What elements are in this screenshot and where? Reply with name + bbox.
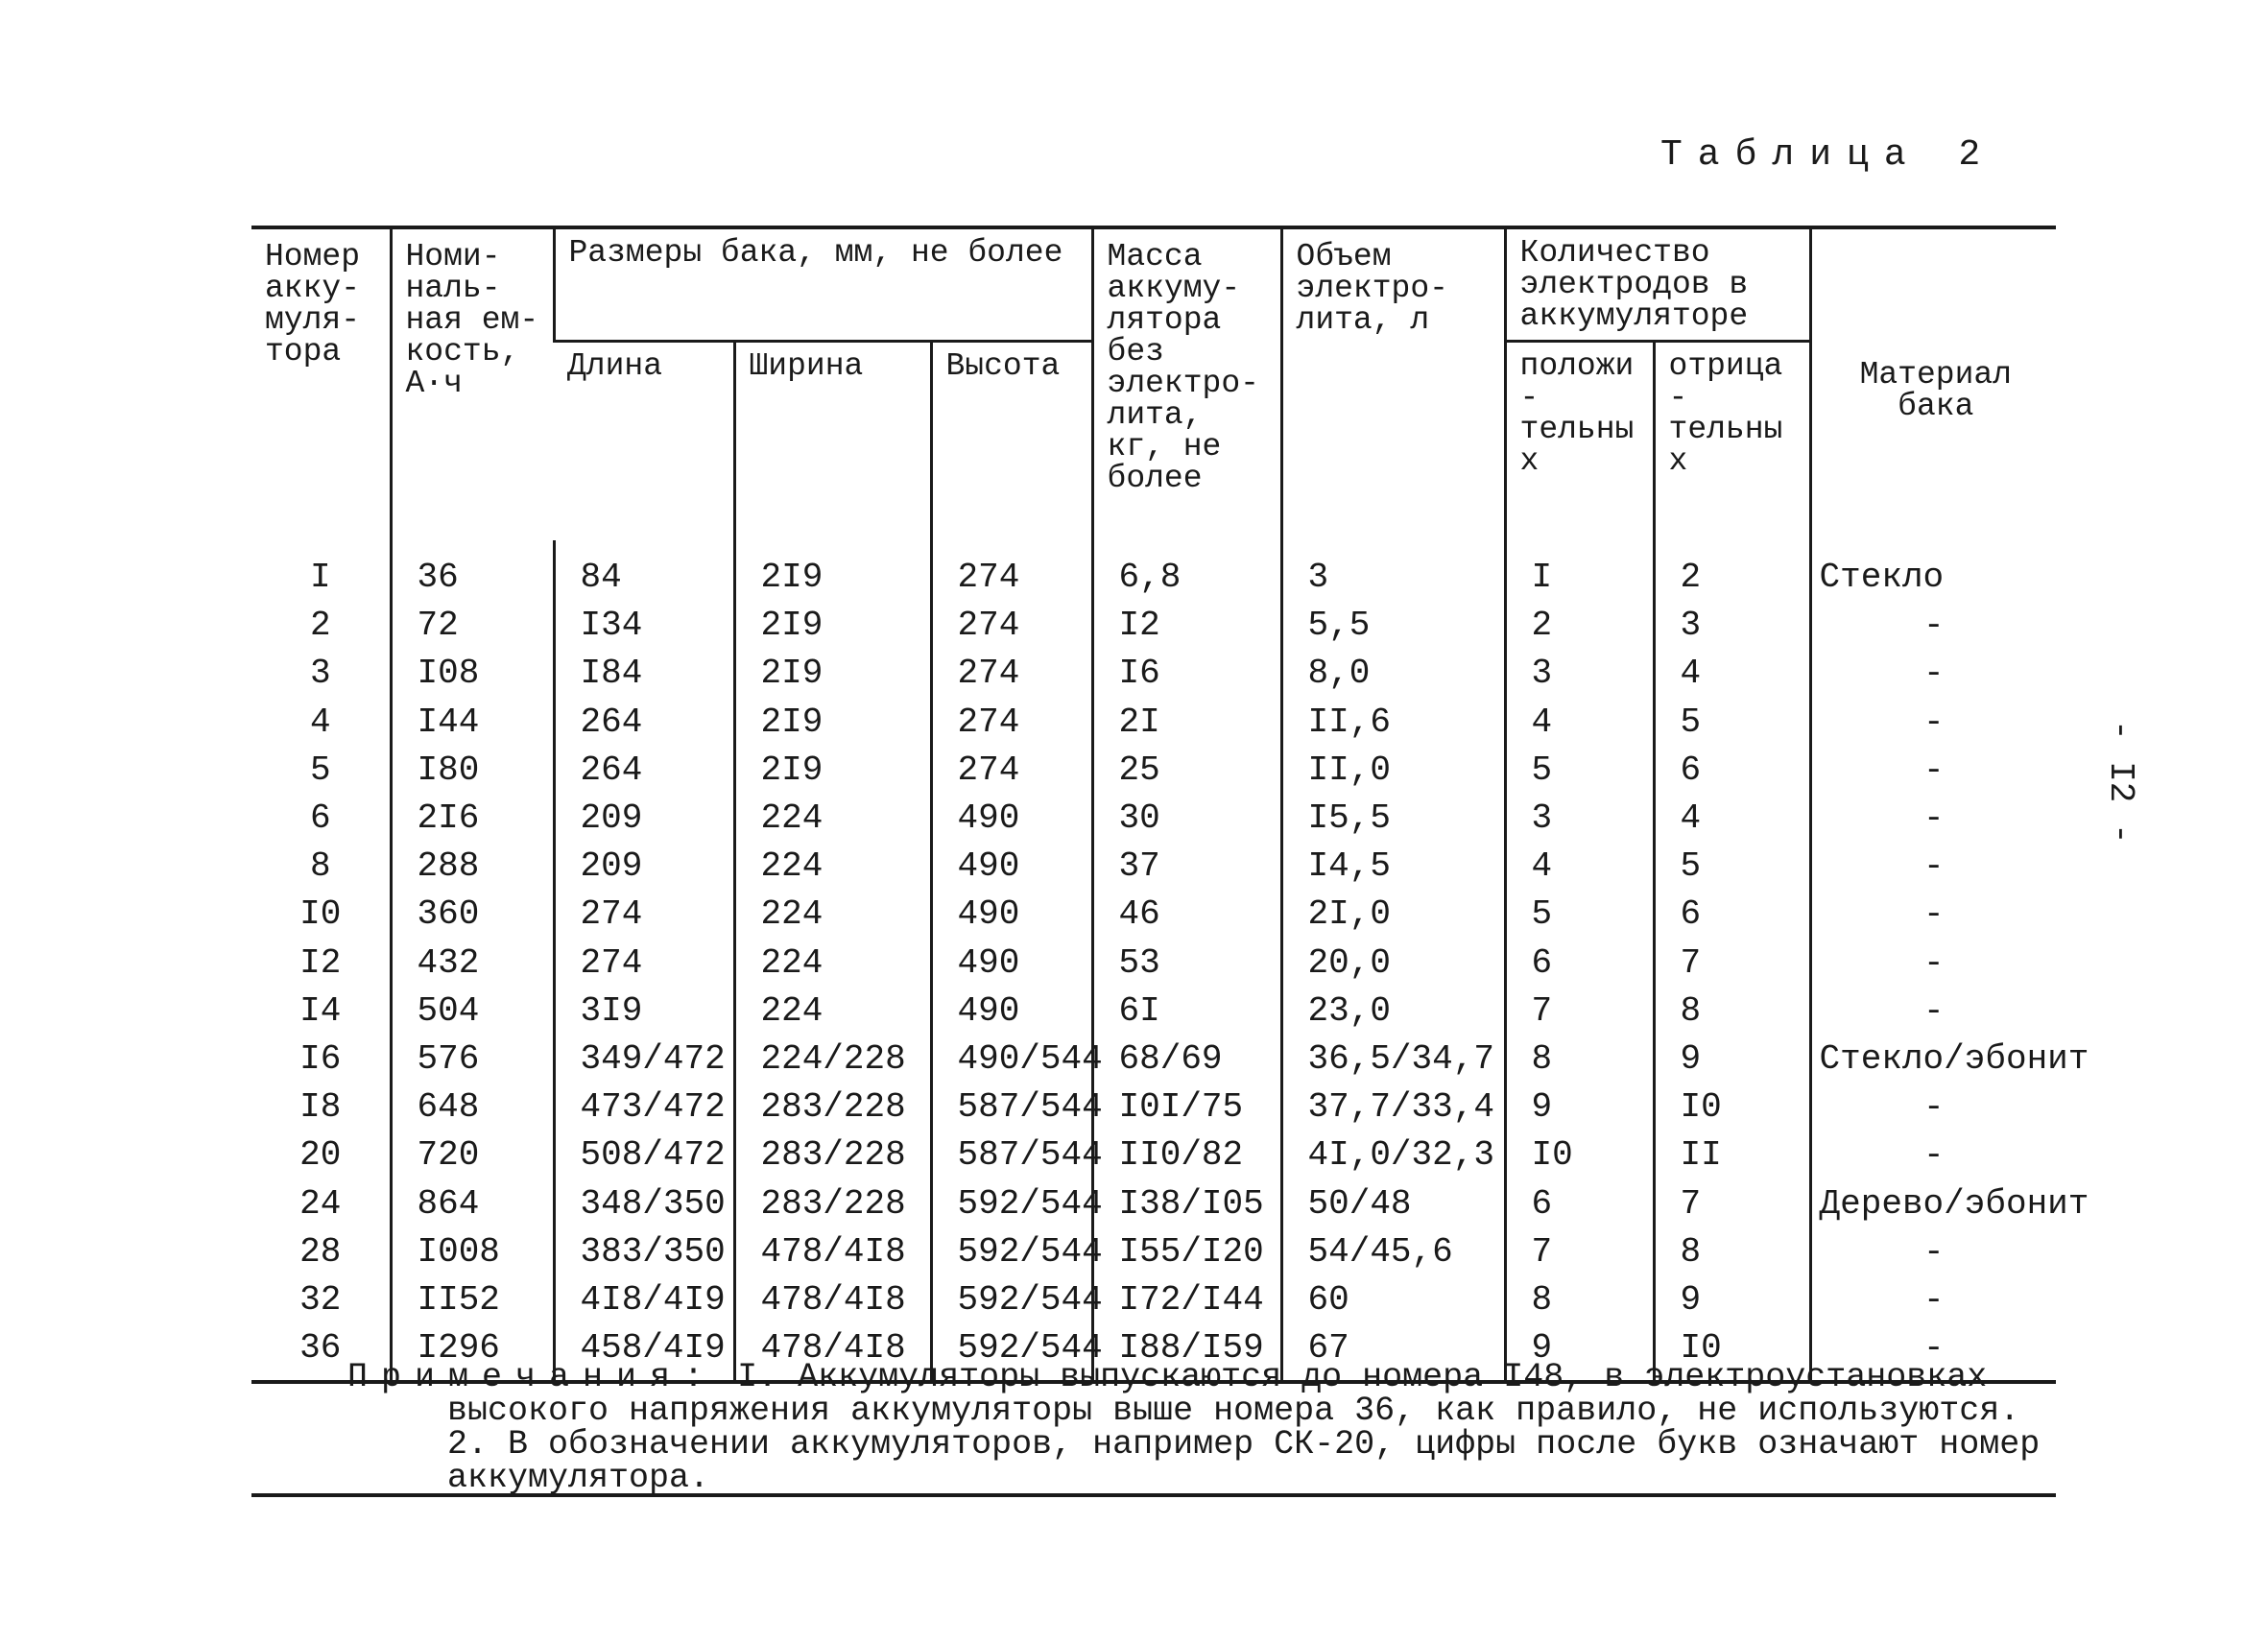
cell-length: 348/350 — [554, 1179, 734, 1227]
notes — [347, 1358, 2056, 1497]
cell-mass: I55/I20 — [1092, 1228, 1281, 1276]
cell-negative: 3 — [1654, 602, 1810, 650]
cell-length: 508/472 — [554, 1131, 734, 1179]
cell-width: 224/228 — [734, 1036, 931, 1083]
header-electrolyte-volume: Объем электро- лита, л — [1281, 227, 1505, 540]
cell-number: 5 — [309, 750, 331, 790]
cell-mass: I38/I05 — [1092, 1179, 1281, 1227]
cell-number: I4 — [299, 990, 342, 1031]
cell-width: 2I9 — [734, 650, 931, 698]
cell-mass: 46 — [1092, 891, 1281, 939]
cell-mass: II0/82 — [1092, 1131, 1281, 1179]
cell-capacity: I44 — [391, 699, 554, 747]
cell-negative: 5 — [1654, 699, 1810, 747]
cell-width: 283/228 — [734, 1083, 931, 1131]
cell-capacity: 432 — [391, 940, 554, 988]
header-number: Номер акку- муля- тора — [251, 227, 391, 540]
cell-capacity: II52 — [391, 1276, 554, 1324]
cell-capacity: 504 — [391, 988, 554, 1036]
cell-number: I8 — [299, 1087, 342, 1128]
cell-electrolyte-volume: 3 — [1281, 540, 1505, 602]
cell-positive: 9 — [1505, 1324, 1654, 1382]
table-row — [251, 699, 2056, 747]
cell-material: - — [1810, 1276, 2056, 1324]
cell-electrolyte-volume: 20,0 — [1281, 940, 1505, 988]
cell-width: 478/4I8 — [734, 1228, 931, 1276]
cell-electrolyte-volume: 2I,0 — [1281, 891, 1505, 939]
cell-positive: 3 — [1505, 650, 1654, 698]
cell-negative: 5 — [1654, 843, 1810, 891]
cell-width: 2I9 — [734, 540, 931, 602]
notes-label: Примечания: — [347, 1358, 718, 1396]
cell-positive: 3 — [1505, 795, 1654, 843]
cell-height: 490 — [931, 988, 1092, 1036]
note-1-text: I. Аккумуляторы выпускаются до номера I48, в электроустановках — [737, 1358, 1988, 1396]
table-row — [251, 650, 2056, 698]
header-length: Длина — [567, 348, 663, 384]
cell-mass: I2 — [1092, 602, 1281, 650]
table-row — [251, 747, 2056, 795]
cell-electrolyte-volume: 54/45,6 — [1281, 1228, 1505, 1276]
cell-negative: 4 — [1654, 795, 1810, 843]
cell-capacity: 36 — [391, 540, 554, 602]
cell-length: 473/472 — [554, 1083, 734, 1131]
cell-number: 8 — [309, 846, 331, 887]
cell-length: 209 — [554, 843, 734, 891]
cell-length: 274 — [554, 891, 734, 939]
cell-width: 224 — [734, 843, 931, 891]
cell-mass: I72/I44 — [1092, 1276, 1281, 1324]
cell-negative: 8 — [1654, 988, 1810, 1036]
cell-negative: 9 — [1654, 1276, 1810, 1324]
cell-electrolyte-volume: 60 — [1281, 1276, 1505, 1324]
header-material: Материал бака — [1810, 227, 2056, 540]
cell-length: 209 — [554, 795, 734, 843]
cell-capacity: 648 — [391, 1083, 554, 1131]
cell-electrolyte-volume: II,0 — [1281, 747, 1505, 795]
cell-number: 20 — [299, 1135, 342, 1176]
cell-height: 490/544 — [931, 1036, 1092, 1083]
notes-bottom-rule — [251, 1493, 2056, 1497]
cell-height: 490 — [931, 891, 1092, 939]
table-row — [251, 795, 2056, 843]
cell-capacity: 72 — [391, 602, 554, 650]
table-row — [251, 1036, 2056, 1083]
page-number: - I2 - — [2101, 720, 2140, 845]
header-capacity: Номи- наль- ная ем- кость, А·ч — [391, 227, 554, 540]
cell-positive: 5 — [1505, 891, 1654, 939]
cell-capacity: I08 — [391, 650, 554, 698]
cell-material: - — [1810, 602, 2056, 650]
cell-electrolyte-volume: II,6 — [1281, 699, 1505, 747]
cell-positive: I0 — [1505, 1131, 1654, 1179]
cell-material: - — [1810, 1324, 2056, 1382]
cell-height: 592/544 — [931, 1324, 1092, 1382]
table-row — [251, 1228, 2056, 1276]
cell-negative: I0 — [1654, 1083, 1810, 1131]
cell-material: - — [1810, 988, 2056, 1036]
cell-material: - — [1810, 940, 2056, 988]
cell-length: I84 — [554, 650, 734, 698]
cell-positive: 7 — [1505, 1228, 1654, 1276]
note-line-3: 2. В обозначении аккумуляторов, например СК-20, цифры после букв означают номер — [447, 1425, 2041, 1464]
cell-electrolyte-volume: I4,5 — [1281, 843, 1505, 891]
cell-width: 224 — [734, 891, 931, 939]
cell-length: 4I8/4I9 — [554, 1276, 734, 1324]
cell-length: 274 — [554, 940, 734, 988]
cell-material: Стекло — [1810, 540, 2056, 602]
cell-electrolyte-volume: 23,0 — [1281, 988, 1505, 1036]
cell-electrolyte-volume: 4I,0/32,3 — [1281, 1131, 1505, 1179]
cell-material: - — [1810, 747, 2056, 795]
cell-electrolyte-volume: 37,7/33,4 — [1281, 1083, 1505, 1131]
header-negative: отрица- тельных — [1654, 342, 1810, 541]
cell-height: 274 — [931, 540, 1092, 602]
cell-electrolyte-volume: 5,5 — [1281, 602, 1505, 650]
cell-material: - — [1810, 1083, 2056, 1131]
cell-negative: 7 — [1654, 1179, 1810, 1227]
table-row — [251, 602, 2056, 650]
cell-positive: 4 — [1505, 699, 1654, 747]
header-height: Высота — [931, 342, 1092, 541]
cell-material: - — [1810, 650, 2056, 698]
table-row — [251, 1276, 2056, 1324]
cell-number: I — [309, 558, 331, 598]
cell-number: 24 — [299, 1183, 342, 1224]
cell-material: - — [1810, 1228, 2056, 1276]
cell-positive: 9 — [1505, 1083, 1654, 1131]
battery-table — [251, 226, 2089, 1384]
cell-number: 28 — [299, 1231, 342, 1272]
cell-number: 4 — [309, 702, 331, 742]
cell-negative: 4 — [1654, 650, 1810, 698]
table-row — [251, 540, 2056, 602]
table-row — [251, 988, 2056, 1036]
cell-mass: I0I/75 — [1092, 1083, 1281, 1131]
cell-negative: 7 — [1654, 940, 1810, 988]
cell-mass: I88/I59 — [1092, 1324, 1281, 1382]
cell-material: - — [1810, 843, 2056, 891]
cell-width: 224 — [734, 795, 931, 843]
cell-length: 264 — [554, 699, 734, 747]
cell-positive: 7 — [1505, 988, 1654, 1036]
cell-width: 224 — [734, 988, 931, 1036]
table-caption: Таблица 2 — [1660, 134, 1996, 176]
cell-capacity: I80 — [391, 747, 554, 795]
cell-height: 274 — [931, 747, 1092, 795]
cell-number: I0 — [299, 894, 342, 935]
table-row — [251, 891, 2056, 939]
cell-negative: 2 — [1654, 540, 1810, 602]
cell-positive: 4 — [1505, 843, 1654, 891]
cell-mass: 6I — [1092, 988, 1281, 1036]
cell-positive: 6 — [1505, 940, 1654, 988]
cell-material: - — [1810, 795, 2056, 843]
cell-mass: 25 — [1092, 747, 1281, 795]
cell-electrolyte-volume: 67 — [1281, 1324, 1505, 1382]
header-width: Ширина — [734, 342, 931, 541]
table-row — [251, 843, 2056, 891]
cell-mass: 30 — [1092, 795, 1281, 843]
cell-length: 264 — [554, 747, 734, 795]
cell-electrolyte-volume: I5,5 — [1281, 795, 1505, 843]
cell-material: - — [1810, 891, 2056, 939]
cell-mass: 37 — [1092, 843, 1281, 891]
cell-number: 3 — [309, 654, 331, 694]
cell-height: 274 — [931, 699, 1092, 747]
cell-height: 490 — [931, 940, 1092, 988]
cell-mass: 6,8 — [1092, 540, 1281, 602]
cell-width: 478/4I8 — [734, 1276, 931, 1324]
cell-mass: 68/69 — [1092, 1036, 1281, 1083]
cell-number: 2 — [309, 606, 331, 646]
cell-electrolyte-volume: 36,5/34,7 — [1281, 1036, 1505, 1083]
header-tank-dimensions: Размеры бака, мм, не более — [554, 227, 1092, 342]
cell-capacity: 576 — [391, 1036, 554, 1083]
cell-length: 349/472 — [554, 1036, 734, 1083]
cell-number: I2 — [299, 942, 342, 983]
cell-negative: 6 — [1654, 747, 1810, 795]
cell-length: 458/4I9 — [554, 1324, 734, 1382]
header-positive: положи- тельных — [1505, 342, 1654, 541]
cell-material: Стекло/эбонит — [1810, 1036, 2056, 1083]
cell-height: 592/544 — [931, 1276, 1092, 1324]
cell-capacity: 720 — [391, 1131, 554, 1179]
cell-negative: 8 — [1654, 1228, 1810, 1276]
header-electrodes: Количество электродов в аккумуляторе — [1505, 227, 1810, 342]
cell-positive: 8 — [1505, 1036, 1654, 1083]
cell-length: I34 — [554, 602, 734, 650]
cell-positive: 2 — [1505, 602, 1654, 650]
cell-number: 36 — [251, 1324, 391, 1382]
table-row — [251, 940, 2056, 988]
cell-width: 283/228 — [734, 1131, 931, 1179]
table-row — [251, 1131, 2056, 1179]
cell-capacity: 864 — [391, 1179, 554, 1227]
cell-positive: 6 — [1505, 1179, 1654, 1227]
cell-mass: I6 — [1092, 650, 1281, 698]
table-row — [251, 1179, 2056, 1227]
cell-negative: I0 — [1654, 1324, 1810, 1382]
note-line-1 — [347, 1358, 2056, 1396]
cell-positive: 8 — [1505, 1276, 1654, 1324]
header-mass: Масса аккуму- лятора без электро- лита, кг, не более — [1092, 227, 1281, 540]
cell-width: 2I9 — [734, 699, 931, 747]
table-row — [251, 1083, 2056, 1131]
cell-height: 274 — [931, 650, 1092, 698]
cell-width: 2I9 — [734, 747, 931, 795]
cell-capacity: 2I6 — [391, 795, 554, 843]
cell-capacity: 360 — [391, 891, 554, 939]
cell-number: 32 — [299, 1279, 342, 1320]
note-line-2: высокого напряжения аккумуляторы выше номера 36, как правило, не используются. — [447, 1392, 2020, 1430]
cell-height: 490 — [931, 795, 1092, 843]
cell-height: 587/544 — [931, 1131, 1092, 1179]
cell-capacity: I296 — [391, 1324, 554, 1382]
cell-positive: I — [1505, 540, 1654, 602]
cell-width: 283/228 — [734, 1179, 931, 1227]
cell-length: 383/350 — [554, 1228, 734, 1276]
cell-material: - — [1810, 1131, 2056, 1179]
cell-length: 84 — [554, 540, 734, 602]
cell-mass: 53 — [1092, 940, 1281, 988]
cell-height: 274 — [931, 602, 1092, 650]
cell-negative: 9 — [1654, 1036, 1810, 1083]
cell-negative: 6 — [1654, 891, 1810, 939]
cell-number: 6 — [309, 798, 331, 839]
cell-number: I6 — [299, 1038, 342, 1079]
cell-capacity: I008 — [391, 1228, 554, 1276]
cell-mass: 2I — [1092, 699, 1281, 747]
cell-electrolyte-volume: 8,0 — [1281, 650, 1505, 698]
cell-width: 2I9 — [734, 602, 931, 650]
cell-length: 3I9 — [554, 988, 734, 1036]
note-line-4: аккумулятора. — [447, 1459, 710, 1497]
cell-negative: II — [1654, 1131, 1810, 1179]
cell-height: 490 — [931, 843, 1092, 891]
cell-capacity: 288 — [391, 843, 554, 891]
cell-material: - — [1810, 699, 2056, 747]
cell-material: Дерево/эбонит — [1810, 1179, 2056, 1227]
cell-width: 478/4I8 — [734, 1324, 931, 1382]
cell-height: 592/544 — [931, 1228, 1092, 1276]
cell-positive: 5 — [1505, 747, 1654, 795]
cell-electrolyte-volume: 50/48 — [1281, 1179, 1505, 1227]
cell-height: 587/544 — [931, 1083, 1092, 1131]
cell-width: 224 — [734, 940, 931, 988]
cell-height: 592/544 — [931, 1179, 1092, 1227]
